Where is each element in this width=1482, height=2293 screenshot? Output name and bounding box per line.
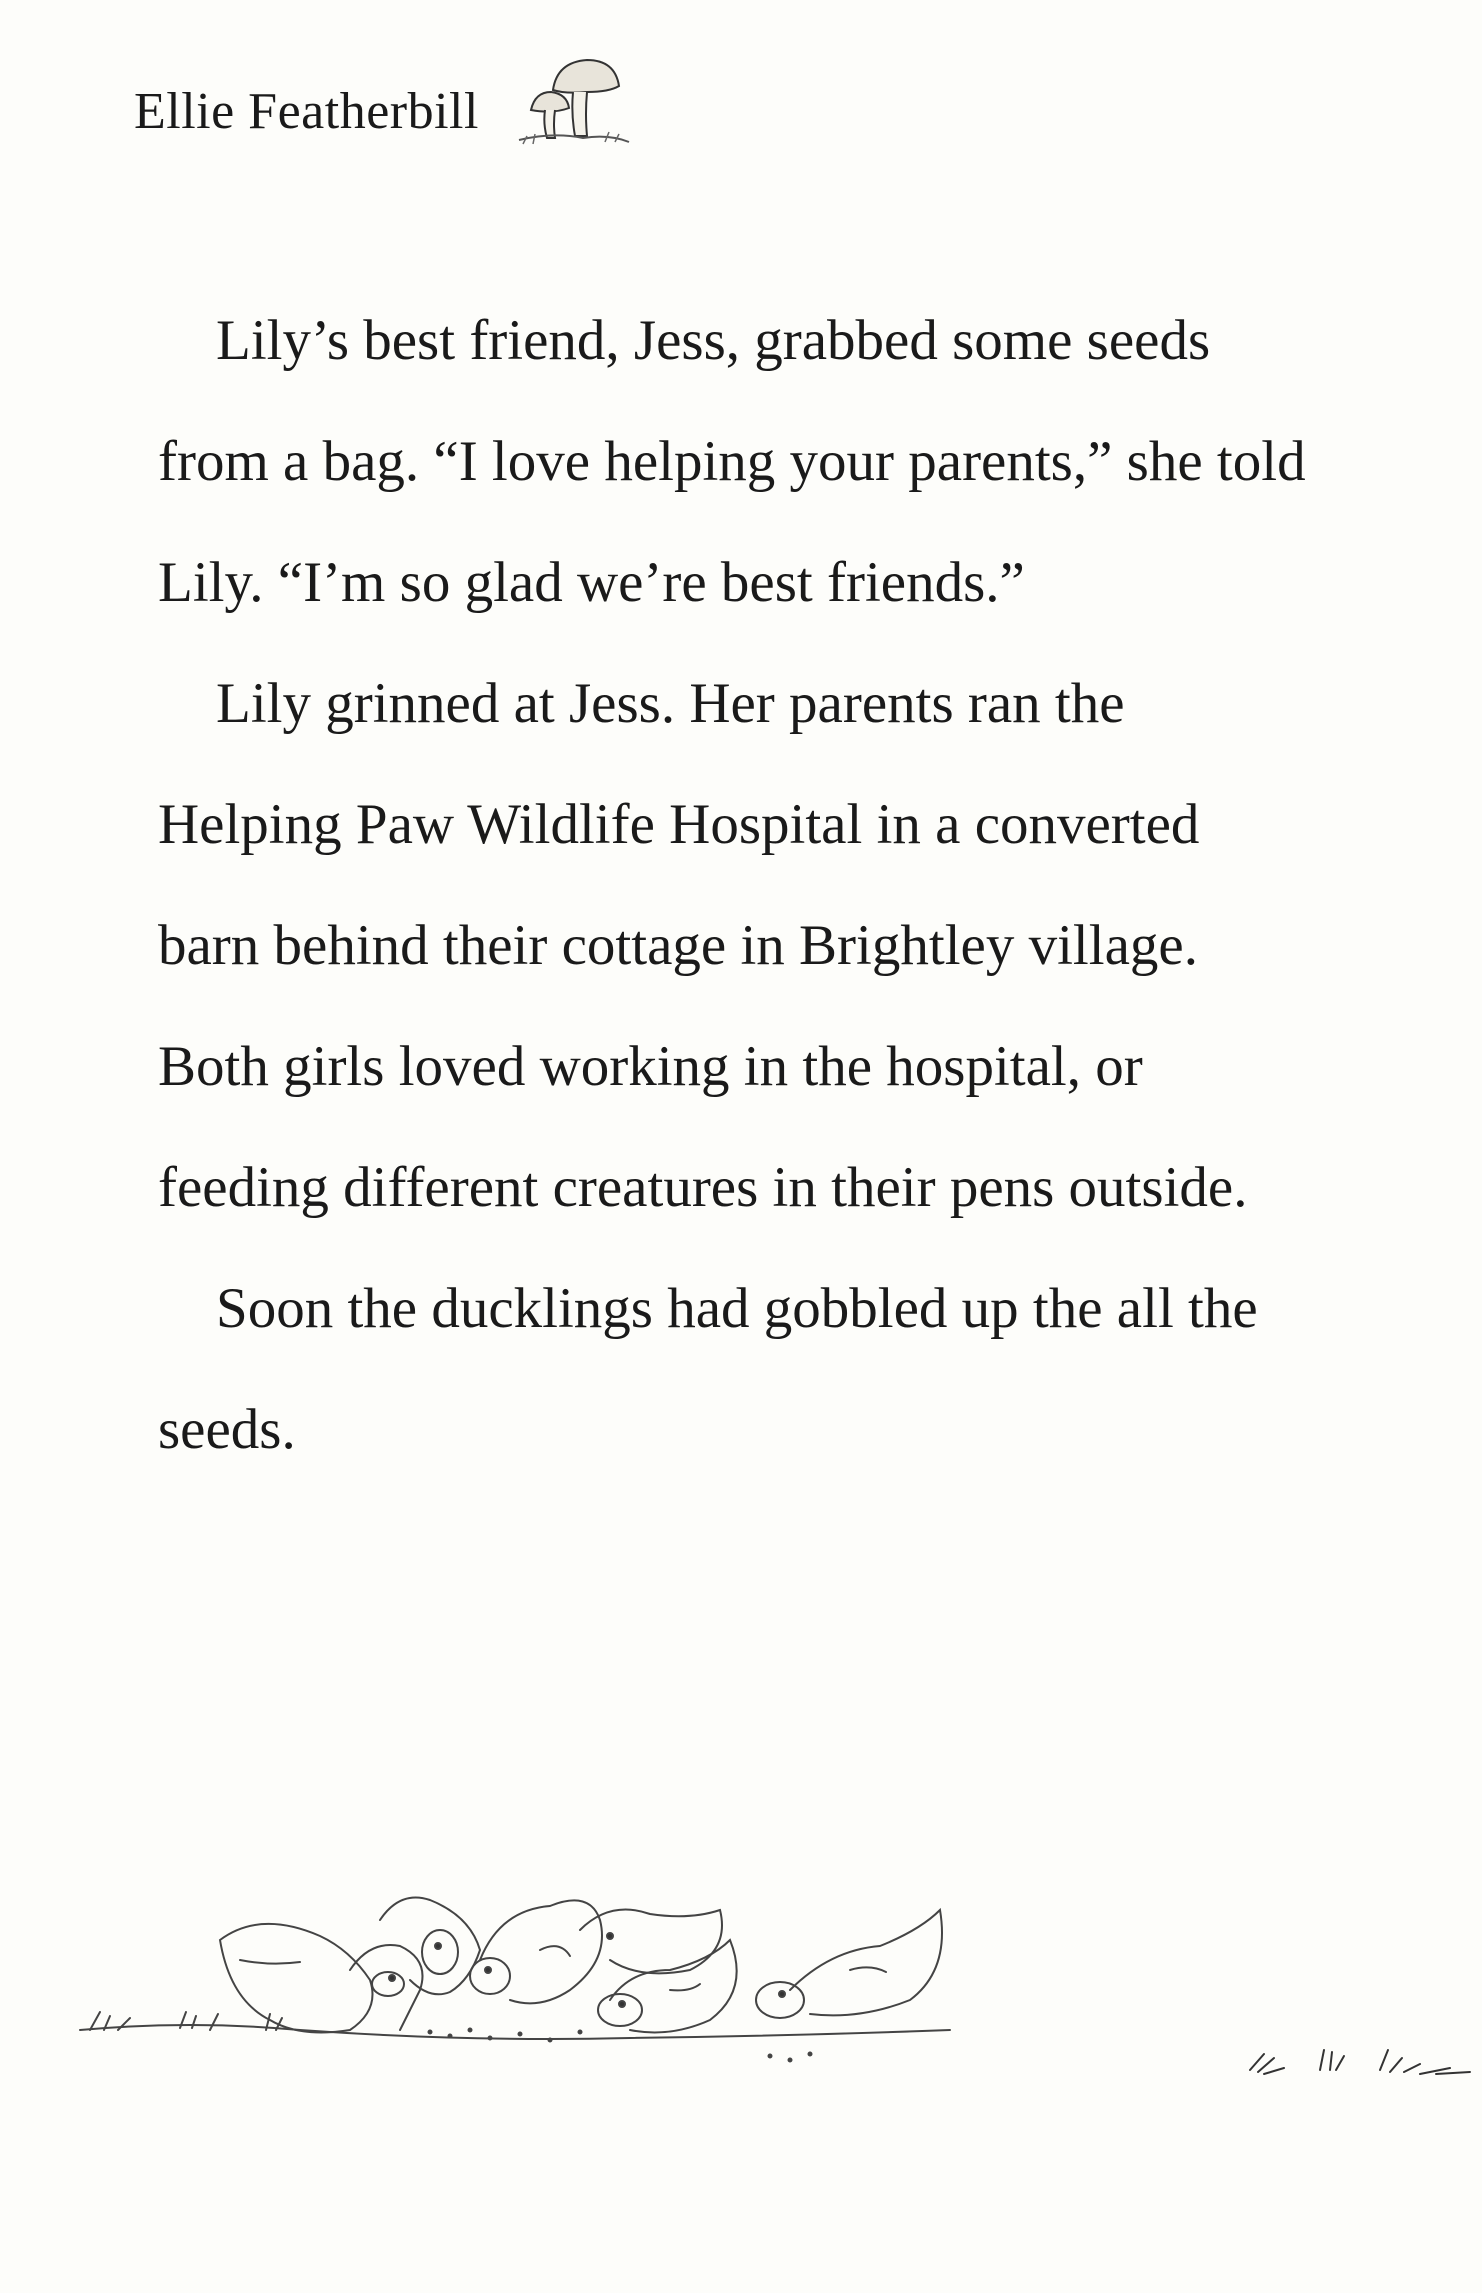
grass-tufts (1240, 2040, 1480, 2085)
body-text (158, 280, 1308, 1490)
mushroom-icon (513, 52, 633, 157)
paragraph: Lily grinned at Jess. Her parents ran the Helping Paw Wildlife Hospital in a converted barn behind their cottage in Brightley village. Both girls loved working in the hospital, or feeding different creatures in their pens outside. (158, 672, 1248, 1219)
paragraph: Soon the ducklings had gobbled up the all the seeds. (158, 1277, 1258, 1461)
ducklings-illustration (70, 1880, 1190, 2105)
running-header (134, 66, 633, 157)
paragraph: Lily’s best friend, Jess, grabbed some seeds from a bag. “I love helping your parents,” she told Lily. “I’m so glad we’re best friends.” (158, 309, 1306, 614)
author-name: Ellie Featherbill (134, 83, 479, 140)
